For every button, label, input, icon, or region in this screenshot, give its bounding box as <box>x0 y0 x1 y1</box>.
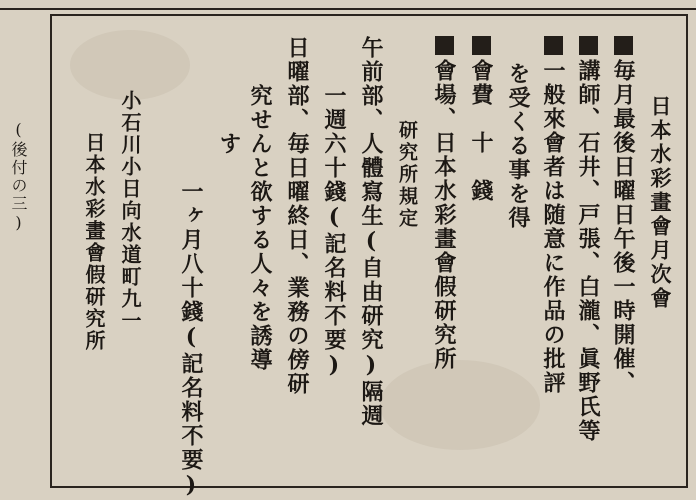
bullet-icon <box>614 36 633 55</box>
notice-item-schedule <box>612 36 634 395</box>
rules-sunday-end: す <box>216 132 242 156</box>
bullet-icon <box>544 36 563 55</box>
visitors-text: 一般來會者は随意に作品の批評 <box>540 59 566 395</box>
rules-sunday-cont: 究せんと欲する人々を誘導 <box>247 84 273 372</box>
notice-item-lecturers <box>577 36 599 443</box>
venue-text: 會場、日本水彩畫會假研究所 <box>431 59 457 371</box>
margin-note: (後付の三) <box>9 120 28 234</box>
rules-morning-fee: 一週六十錢(記名料不要) <box>321 84 347 380</box>
visitors-text-cont: を受くる事を得 <box>505 62 531 230</box>
notice-title: 日本水彩畫會月次會 <box>648 95 673 311</box>
lecturers-text: 講師、石井、戸張、白瀧、眞野氏等 <box>575 59 601 443</box>
address-name: 日本水彩畫會假研究所 <box>82 132 106 352</box>
rules-sunday-fee: 一ヶ月八十錢(記名料不要) <box>178 180 204 500</box>
rules-morning: 午前部、人體寫生(自由研究)隔週 <box>358 36 384 428</box>
notice-item-venue <box>433 36 455 371</box>
bullet-icon <box>435 36 454 55</box>
schedule-text: 毎月最後日曜日午後一時開催、 <box>610 59 636 395</box>
rules-sunday: 日曜部、毎日曜終日、業務の傍研 <box>284 36 310 396</box>
bullet-icon <box>472 36 491 55</box>
fee-text: 會費 十 錢 <box>468 59 494 203</box>
top-rule <box>0 8 696 10</box>
notice-item-fee <box>470 36 492 203</box>
address-location: 小石川小日向水道町九一 <box>118 90 142 332</box>
rules-heading: 研究所規定 <box>396 120 418 230</box>
bullet-icon <box>579 36 598 55</box>
notice-item-visitors <box>542 36 564 395</box>
